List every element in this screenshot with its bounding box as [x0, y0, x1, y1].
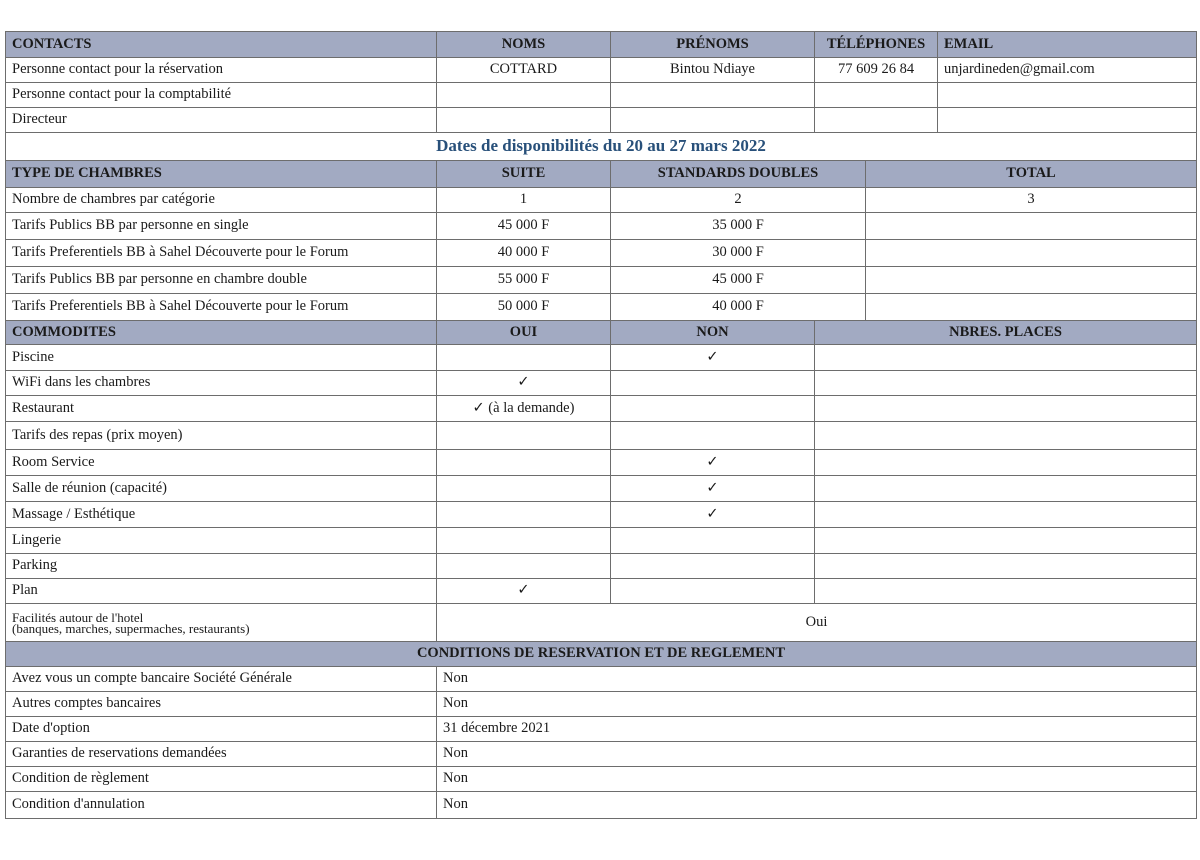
amenity-label: Piscine: [6, 345, 437, 371]
room-standard: 30 000 F: [611, 240, 866, 267]
facilities-row: [6, 604, 1197, 642]
condition-row: [6, 767, 1197, 792]
room-row: [6, 213, 1197, 240]
amenity-row: [6, 422, 1197, 450]
email-header: EMAIL: [938, 32, 1197, 58]
contact-label: Personne contact pour la comptabilité: [6, 83, 437, 108]
facilities-label-line2: (banques, marches, supermaches, restaurants): [12, 620, 250, 636]
contact-email: [938, 108, 1197, 133]
room-label: Tarifs Preferentiels BB à Sahel Découverte pour le Forum: [6, 240, 437, 267]
amenity-places: [815, 450, 1197, 476]
amenity-places: [815, 579, 1197, 604]
condition-value: Non: [437, 667, 1197, 692]
contact-nom: COTTARD: [437, 58, 611, 83]
condition-label: Condition de règlement: [6, 767, 437, 792]
conditions-title: CONDITIONS DE RESERVATION ET DE REGLEMENT: [6, 642, 1197, 667]
contact-row-reservation: [6, 58, 1197, 83]
amenity-non: ✓: [611, 345, 815, 371]
condition-value: 31 décembre 2021: [437, 717, 1197, 742]
amenity-row: [6, 345, 1197, 371]
amenity-label: Salle de réunion (capacité): [6, 476, 437, 502]
contact-row-directeur: [6, 108, 1197, 133]
amenity-row: [6, 502, 1197, 528]
condition-label: Autres comptes bancaires: [6, 692, 437, 717]
contact-email: [938, 83, 1197, 108]
amenity-non: [611, 371, 815, 396]
contact-prenom: [611, 83, 815, 108]
amenity-oui: ✓: [437, 371, 611, 396]
facilities-table: [5, 603, 1197, 642]
condition-label: Date d'option: [6, 717, 437, 742]
amenity-oui: ✓: [437, 579, 611, 604]
prenoms-header: PRÉNOMS: [611, 32, 815, 58]
amenity-row: [6, 579, 1197, 604]
amenity-row: [6, 396, 1197, 422]
amenity-non: [611, 396, 815, 422]
amenity-row: [6, 450, 1197, 476]
amenity-non: ✓: [611, 450, 815, 476]
condition-row: [6, 667, 1197, 692]
condition-row: [6, 742, 1197, 767]
amenity-label: Room Service: [6, 450, 437, 476]
amenity-non: [611, 579, 815, 604]
amenity-label: Tarifs des repas (prix moyen): [6, 422, 437, 450]
hotel-form-sheet: [5, 32, 1196, 819]
room-label: Tarifs Publics BB par personne en chambre double: [6, 267, 437, 294]
contacts-rooms-amenities-table: [5, 31, 1197, 604]
room-total: [866, 213, 1197, 240]
amenity-places: [815, 502, 1197, 528]
contact-label: Personne contact pour la réservation: [6, 58, 437, 83]
amenity-label: WiFi dans les chambres: [6, 371, 437, 396]
room-total: [866, 267, 1197, 294]
contact-prenom: [611, 108, 815, 133]
amenity-oui: [437, 422, 611, 450]
amenity-row: [6, 554, 1197, 579]
dates-title: Dates de disponibilités du 20 au 27 mars 2022: [6, 133, 1197, 161]
amenity-non: [611, 528, 815, 554]
commodites-header: COMMODITES: [6, 321, 437, 345]
contact-prenom: Bintou Ndiaye: [611, 58, 815, 83]
contact-label: Directeur: [6, 108, 437, 133]
amenity-label: Restaurant: [6, 396, 437, 422]
room-standard: 45 000 F: [611, 267, 866, 294]
condition-value: Non: [437, 692, 1197, 717]
condition-label: Avez vous un compte bancaire Société Générale: [6, 667, 437, 692]
amenity-row: [6, 476, 1197, 502]
suite-header: SUITE: [437, 161, 611, 188]
room-suite: 40 000 F: [437, 240, 611, 267]
condition-row: [6, 692, 1197, 717]
rooms-header-row: [6, 161, 1197, 188]
amenity-non: [611, 554, 815, 579]
room-label: Tarifs Publics BB par personne en single: [6, 213, 437, 240]
amenity-row: [6, 371, 1197, 396]
amenities-header-row: [6, 321, 1197, 345]
amenity-label: Massage / Esthétique: [6, 502, 437, 528]
amenity-places: [815, 345, 1197, 371]
contact-telephone: [815, 108, 938, 133]
room-total: [866, 240, 1197, 267]
telephones-header: TÉLÉPHONES: [815, 32, 938, 58]
amenity-row: [6, 528, 1197, 554]
room-type-header: TYPE DE CHAMBRES: [6, 161, 437, 188]
contacts-header: CONTACTS: [6, 32, 437, 58]
condition-row: [6, 792, 1197, 819]
amenity-label: Parking: [6, 554, 437, 579]
amenity-oui: [437, 345, 611, 371]
room-label: Tarifs Preferentiels BB à Sahel Découverte pour le Forum: [6, 294, 437, 321]
contact-telephone: 77 609 26 84: [815, 58, 938, 83]
room-suite: 1: [437, 188, 611, 213]
noms-header: NOMS: [437, 32, 611, 58]
room-suite: 50 000 F: [437, 294, 611, 321]
room-suite: 45 000 F: [437, 213, 611, 240]
facilities-label-line1: Facilités autour de l'hotel: [12, 609, 144, 625]
amenity-non: [611, 422, 815, 450]
room-row: [6, 267, 1197, 294]
conditions-table: [5, 641, 1197, 819]
condition-value: Non: [437, 767, 1197, 792]
amenity-oui: ✓ (à la demande): [437, 396, 611, 422]
amenity-places: [815, 528, 1197, 554]
contact-email: unjardineden@gmail.com: [938, 58, 1197, 83]
amenity-places: [815, 422, 1197, 450]
room-row: [6, 294, 1197, 321]
contact-row-comptabilite: [6, 83, 1197, 108]
room-standard: 2: [611, 188, 866, 213]
contact-nom: [437, 83, 611, 108]
standards-doubles-header: STANDARDS DOUBLES: [611, 161, 866, 188]
contact-nom: [437, 108, 611, 133]
facilities-value: Oui: [437, 604, 1197, 642]
oui-header: OUI: [437, 321, 611, 345]
room-total: [866, 294, 1197, 321]
amenity-places: [815, 371, 1197, 396]
non-header: NON: [611, 321, 815, 345]
amenity-oui: [437, 528, 611, 554]
condition-label: Condition d'annulation: [6, 792, 437, 819]
amenity-places: [815, 396, 1197, 422]
room-row: [6, 188, 1197, 213]
contact-telephone: [815, 83, 938, 108]
facilities-label: [6, 604, 437, 642]
room-label: Nombre de chambres par catégorie: [6, 188, 437, 213]
amenity-label: Plan: [6, 579, 437, 604]
room-standard: 40 000 F: [611, 294, 866, 321]
condition-row: [6, 717, 1197, 742]
total-header: TOTAL: [866, 161, 1197, 188]
room-row: [6, 240, 1197, 267]
condition-value: Non: [437, 792, 1197, 819]
room-suite: 55 000 F: [437, 267, 611, 294]
contacts-header-row: [6, 32, 1197, 58]
amenity-label: Lingerie: [6, 528, 437, 554]
amenity-non: ✓: [611, 476, 815, 502]
amenity-places: [815, 554, 1197, 579]
nbres-places-header: NBRES. PLACES: [815, 321, 1197, 345]
amenity-oui: [437, 502, 611, 528]
amenity-places: [815, 476, 1197, 502]
condition-label: Garanties de reservations demandées: [6, 742, 437, 767]
amenity-oui: [437, 476, 611, 502]
condition-value: Non: [437, 742, 1197, 767]
amenity-non: ✓: [611, 502, 815, 528]
conditions-header-row: [6, 642, 1197, 667]
dates-title-row: [6, 133, 1197, 161]
amenity-oui: [437, 450, 611, 476]
room-standard: 35 000 F: [611, 213, 866, 240]
room-total: 3: [866, 188, 1197, 213]
amenity-oui: [437, 554, 611, 579]
